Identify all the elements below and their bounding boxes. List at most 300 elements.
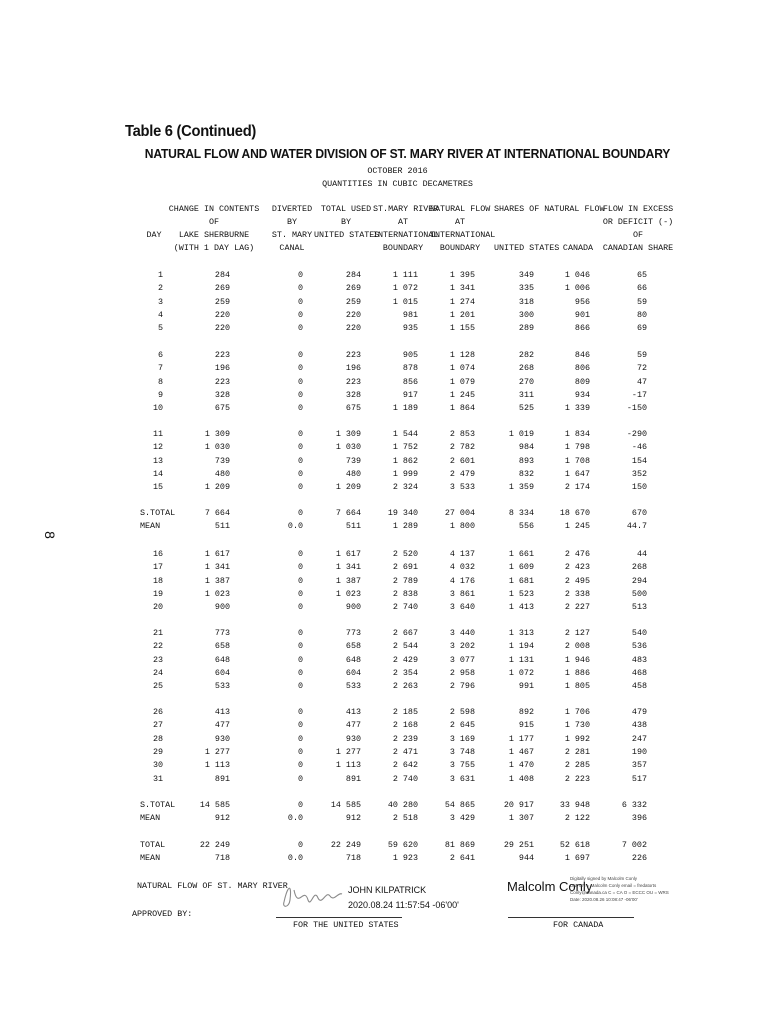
cell-day: 4 [157, 309, 163, 320]
cell-day: S.TOTAL [140, 800, 176, 810]
cell-natural-flow: 3 077 [449, 654, 475, 665]
cell-share-canada: 806 [574, 363, 590, 374]
cell-share-canada: 1 006 [564, 283, 590, 294]
cell-day: 3 [157, 296, 163, 307]
cell-share-us: 832 [518, 468, 534, 479]
table-row [0, 377, 770, 389]
cell-diverted: 0 [297, 309, 303, 320]
cell-share-canada: 2 281 [564, 746, 590, 757]
header-excess-line: CANADIAN SHARE [602, 243, 674, 253]
cell-day: 5 [157, 323, 163, 334]
table-row [0, 760, 770, 772]
cell-change: 1 277 [204, 746, 230, 757]
cell-st-mary: 1 544 [392, 429, 418, 439]
table-row [0, 521, 770, 533]
cell-excess: 59 [636, 296, 647, 307]
table-row [0, 297, 770, 309]
table-row [0, 681, 770, 693]
cell-share-canada: 1 708 [564, 455, 590, 466]
cell-natural-flow: 1 800 [449, 521, 475, 532]
cell-st-mary: 2 324 [392, 482, 418, 493]
cell-share-canada: 2 127 [564, 628, 590, 638]
cell-day: MEAN [140, 853, 161, 864]
cell-share-canada: 1 992 [564, 733, 590, 744]
cell-st-mary: 1 752 [392, 442, 418, 453]
cell-share-canada: 1 339 [564, 403, 590, 414]
cell-total-used: 1 277 [335, 746, 361, 757]
cell-excess: 513 [631, 602, 647, 613]
cell-excess: 247 [631, 733, 647, 744]
cell-day: 10 [152, 403, 163, 414]
cell-natural-flow: 3 202 [449, 641, 475, 652]
cell-natural-flow: 1 274 [449, 296, 475, 307]
cell-change: 912 [214, 813, 230, 824]
cell-total-used: 718 [345, 853, 361, 864]
cell-natural-flow: 1 245 [449, 389, 475, 400]
cell-excess: -150 [626, 403, 647, 414]
cell-excess: 458 [631, 681, 647, 692]
cell-day: 18 [152, 575, 163, 586]
cell-diverted: 0 [297, 746, 303, 757]
cell-diverted: 0 [297, 442, 303, 453]
cell-diverted: 0 [297, 667, 303, 678]
cell-natural-flow: 1 864 [449, 403, 475, 414]
page-number: 8 [41, 531, 58, 539]
cell-share-us: 1 681 [508, 575, 534, 586]
cell-st-mary: 2 239 [392, 733, 418, 744]
cell-total-used: 1 309 [335, 429, 361, 439]
header-st-mary-line: INTERNATIONAL [373, 230, 439, 240]
cell-change: 1 209 [204, 482, 230, 493]
cell-excess: 500 [631, 588, 647, 599]
cell-natural-flow: 4 176 [449, 575, 475, 586]
cell-total-used: 220 [345, 309, 361, 320]
cell-diverted: 0.0 [287, 521, 303, 532]
cell-diverted: 0 [297, 628, 303, 638]
header-excess-line: OF [632, 230, 644, 240]
cell-st-mary: 2 667 [392, 628, 418, 638]
cell-change: 220 [214, 323, 230, 334]
cell-natural-flow: 2 601 [449, 455, 475, 466]
cell-diverted: 0 [297, 840, 303, 850]
cell-diverted: 0 [297, 376, 303, 387]
cell-st-mary: 2 168 [392, 720, 418, 731]
cell-total-used: 648 [345, 654, 361, 665]
header-diverted-line: CANAL [279, 243, 305, 253]
cell-st-mary: 2 789 [392, 575, 418, 586]
cell-day: 2 [157, 283, 163, 294]
cell-total-used: 328 [345, 389, 361, 400]
table-row [0, 469, 770, 481]
cell-st-mary: 878 [402, 363, 418, 374]
cell-change: 604 [214, 667, 230, 678]
cell-diverted: 0 [297, 641, 303, 652]
cell-share-canada: 2 338 [564, 588, 590, 599]
cell-change: 223 [214, 350, 230, 360]
us-signature-line [276, 917, 402, 918]
table-row [0, 734, 770, 746]
cell-share-canada: 2 476 [564, 549, 590, 559]
cell-excess: 7 002 [621, 840, 647, 850]
canada-signature-line [508, 917, 634, 918]
cell-share-us: 270 [518, 376, 534, 387]
cell-day: 16 [152, 549, 163, 559]
cell-total-used: 196 [345, 363, 361, 374]
cell-total-used: 14 585 [330, 800, 361, 810]
cell-st-mary: 935 [402, 323, 418, 334]
cell-natural-flow: 2 796 [449, 681, 475, 692]
cell-natural-flow: 3 748 [449, 746, 475, 757]
cell-diverted: 0 [297, 468, 303, 479]
table-row [0, 655, 770, 667]
table-label: Table 6 (Continued) [125, 123, 257, 140]
cell-diverted: 0 [297, 270, 303, 280]
cell-change: 718 [214, 853, 230, 864]
cell-share-canada: 1 834 [564, 429, 590, 439]
header-natural-flow-line: NATURAL FLOW [430, 204, 491, 214]
cell-share-us: 20 917 [503, 800, 534, 810]
cell-diverted: 0 [297, 654, 303, 665]
table-row [0, 853, 770, 865]
cell-natural-flow: 3 169 [449, 733, 475, 744]
cell-share-us: 318 [518, 296, 534, 307]
cell-natural-flow: 2 645 [449, 720, 475, 731]
cell-total-used: 1 617 [335, 549, 361, 559]
cell-diverted: 0 [297, 733, 303, 744]
header-change-line: LAKE SHERBURNE [178, 230, 250, 240]
cell-share-canada: 1 647 [564, 468, 590, 479]
cell-share-us: 892 [518, 707, 534, 717]
cell-diverted: 0 [297, 363, 303, 374]
cell-share-us: 1 177 [508, 733, 534, 744]
cell-total-used: 739 [345, 455, 361, 466]
cell-day: 12 [152, 442, 163, 453]
cell-share-us: 300 [518, 309, 534, 320]
cell-share-canada: 1 798 [564, 442, 590, 453]
canada-signature-detail: DN: CN = Malcolm Conly email = fredatorts [570, 883, 657, 888]
cell-excess: 479 [631, 707, 647, 717]
cell-share-canada: 1 805 [564, 681, 590, 692]
cell-st-mary: 1 289 [392, 521, 418, 532]
cell-natural-flow: 3 755 [449, 760, 475, 771]
cell-diverted: 0.0 [287, 813, 303, 824]
cell-diverted: 0 [297, 707, 303, 717]
cell-share-canada: 2 285 [564, 760, 590, 771]
cell-day: 11 [152, 429, 163, 439]
header-diverted-line: DIVERTED [271, 204, 313, 214]
cell-total-used: 604 [345, 667, 361, 678]
canada-signer-name: Malcolm Conly [507, 879, 593, 894]
cell-share-us: 1 019 [508, 429, 534, 439]
cell-diverted: 0 [297, 588, 303, 599]
cell-share-canada: 934 [574, 389, 590, 400]
cell-total-used: 533 [345, 681, 361, 692]
cell-day: 27 [152, 720, 163, 731]
header-diverted-line: BY [286, 217, 298, 227]
cell-diverted: 0 [297, 549, 303, 559]
table-row [0, 576, 770, 588]
cell-diverted: 0 [297, 720, 303, 731]
cell-excess: 47 [636, 376, 647, 387]
cell-st-mary: 2 471 [392, 746, 418, 757]
cell-total-used: 1 030 [335, 442, 361, 453]
cell-share-us: 1 072 [508, 667, 534, 678]
cell-natural-flow: 2 782 [449, 442, 475, 453]
cell-diverted: 0 [297, 482, 303, 493]
cell-diverted: 0 [297, 575, 303, 586]
cell-share-us: 335 [518, 283, 534, 294]
cell-share-canada: 1 946 [564, 654, 590, 665]
table-row [0, 482, 770, 494]
cell-st-mary: 19 340 [387, 508, 418, 518]
cell-share-us: 1 470 [508, 760, 534, 771]
cell-st-mary: 2 429 [392, 654, 418, 665]
header-shares-canada: CANADA [562, 243, 594, 253]
table-row [0, 429, 770, 441]
cell-share-us: 1 661 [508, 549, 534, 559]
table-row [0, 442, 770, 454]
cell-natural-flow: 2 958 [449, 667, 475, 678]
cell-share-us: 1 307 [508, 813, 534, 824]
header-total-used-line: BY [340, 217, 352, 227]
header-st-mary-line: BOUNDARY [382, 243, 424, 253]
cell-share-canada: 33 948 [559, 800, 590, 810]
table-row [0, 270, 770, 282]
cell-total-used: 1 023 [335, 588, 361, 599]
cell-change: 1 309 [204, 429, 230, 439]
cell-excess: 154 [631, 455, 647, 466]
cell-st-mary: 2 518 [392, 813, 418, 824]
cell-excess: 468 [631, 667, 647, 678]
cell-share-us: 915 [518, 720, 534, 731]
header-change-line: CHANGE IN CONTENTS [168, 204, 260, 214]
cell-change: 930 [214, 733, 230, 744]
header-day: DAY [146, 230, 162, 240]
cell-day: 1 [157, 270, 163, 280]
cell-natural-flow: 1 074 [449, 363, 475, 374]
cell-natural-flow: 2 598 [449, 707, 475, 717]
cell-day: 20 [152, 602, 163, 613]
header-st-mary-line: ST.MARY RIVER [373, 204, 439, 214]
cell-st-mary: 2 838 [392, 588, 418, 599]
table-row [0, 323, 770, 335]
cell-change: 22 249 [199, 840, 230, 850]
cell-total-used: 477 [345, 720, 361, 731]
cell-diverted: 0 [297, 323, 303, 334]
cell-excess: 65 [636, 270, 647, 280]
cell-excess: 517 [631, 773, 647, 784]
cell-st-mary: 2 642 [392, 760, 418, 771]
cell-diverted: 0 [297, 389, 303, 400]
cell-diverted: 0 [297, 800, 303, 810]
cell-diverted: 0 [297, 562, 303, 573]
cell-diverted: 0 [297, 455, 303, 466]
cell-total-used: 22 249 [330, 840, 361, 850]
cell-share-us: 1 609 [508, 562, 534, 573]
cell-share-us: 991 [518, 681, 534, 692]
header-total-used-line: TOTAL USED [320, 204, 372, 214]
cell-change: 1 617 [204, 549, 230, 559]
cell-share-us: 556 [518, 521, 534, 532]
cell-natural-flow: 81 869 [444, 840, 475, 850]
cell-excess: 6 332 [621, 800, 647, 810]
cell-excess: 226 [631, 853, 647, 864]
cell-day: 26 [152, 707, 163, 717]
cell-share-us: 289 [518, 323, 534, 334]
cell-day: 6 [157, 350, 163, 360]
table-row [0, 456, 770, 468]
cell-excess: 540 [631, 628, 647, 638]
cell-day: 21 [152, 628, 163, 638]
table-row [0, 602, 770, 614]
table-row [0, 628, 770, 640]
cell-day: 28 [152, 733, 163, 744]
cell-change: 259 [214, 296, 230, 307]
canada-signature-detail: Conly@canada.ca C = CA O = ECCC OU = WRS [570, 890, 669, 895]
cell-total-used: 259 [345, 296, 361, 307]
cell-change: 477 [214, 720, 230, 731]
cell-change: 675 [214, 403, 230, 414]
cell-change: 269 [214, 283, 230, 294]
cell-excess: 352 [631, 468, 647, 479]
cell-total-used: 413 [345, 707, 361, 717]
cell-total-used: 223 [345, 350, 361, 360]
signature-scrawl-icon [278, 880, 344, 912]
cell-day: 23 [152, 654, 163, 665]
cell-day: 8 [157, 376, 163, 387]
cell-change: 1 387 [204, 575, 230, 586]
header-natural-flow-line: AT [454, 217, 466, 227]
header-diverted-line: ST. MARY [271, 230, 313, 240]
cell-share-us: 282 [518, 350, 534, 360]
cell-change: 1 023 [204, 588, 230, 599]
cell-natural-flow: 2 479 [449, 468, 475, 479]
cell-share-us: 1 523 [508, 588, 534, 599]
cell-share-us: 893 [518, 455, 534, 466]
cell-st-mary: 2 740 [392, 773, 418, 784]
cell-change: 900 [214, 602, 230, 613]
cell-natural-flow: 4 032 [449, 562, 475, 573]
month-label: OCTOBER 2016 [367, 166, 428, 176]
cell-change: 196 [214, 363, 230, 374]
cell-change: 658 [214, 641, 230, 652]
cell-day: 14 [152, 468, 163, 479]
cell-excess: 66 [636, 283, 647, 294]
cell-share-us: 1 194 [508, 641, 534, 652]
cell-st-mary: 2 520 [392, 549, 418, 559]
cell-natural-flow: 1 201 [449, 309, 475, 320]
cell-st-mary: 1 072 [392, 283, 418, 294]
table-row [0, 707, 770, 719]
cell-natural-flow: 1 155 [449, 323, 475, 334]
cell-total-used: 1 341 [335, 562, 361, 573]
cell-share-canada: 2 495 [564, 575, 590, 586]
cell-total-used: 1 209 [335, 482, 361, 493]
cell-natural-flow: 54 865 [444, 800, 475, 810]
cell-diverted: 0 [297, 283, 303, 294]
cell-total-used: 223 [345, 376, 361, 387]
cell-share-us: 1 313 [508, 628, 534, 638]
cell-natural-flow: 3 861 [449, 588, 475, 599]
cell-share-us: 311 [518, 389, 534, 400]
cell-day: S.TOTAL [140, 508, 176, 518]
cell-day: 25 [152, 681, 163, 692]
table-row [0, 283, 770, 295]
cell-day: 17 [152, 562, 163, 573]
cell-share-canada: 2 174 [564, 482, 590, 493]
cell-st-mary: 1 862 [392, 455, 418, 466]
cell-diverted: 0 [297, 350, 303, 360]
cell-day: 19 [152, 588, 163, 599]
cell-change: 1 341 [204, 562, 230, 573]
cell-change: 739 [214, 455, 230, 466]
cell-share-us: 1 467 [508, 746, 534, 757]
cell-total-used: 658 [345, 641, 361, 652]
cell-st-mary: 2 263 [392, 681, 418, 692]
cell-day: 31 [152, 773, 163, 784]
cell-st-mary: 856 [402, 376, 418, 387]
cell-excess: 69 [636, 323, 647, 334]
cell-total-used: 773 [345, 628, 361, 638]
cell-day: MEAN [140, 521, 161, 532]
cell-change: 223 [214, 376, 230, 387]
cell-share-canada: 846 [574, 350, 590, 360]
table-row [0, 363, 770, 375]
cell-natural-flow: 3 533 [449, 482, 475, 493]
cell-st-mary: 40 280 [387, 800, 418, 810]
table-row [0, 562, 770, 574]
cell-share-canada: 1 886 [564, 667, 590, 678]
cell-share-canada: 809 [574, 376, 590, 387]
cell-natural-flow: 2 853 [449, 429, 475, 439]
cell-share-canada: 18 670 [559, 508, 590, 518]
us-label: FOR THE UNITED STATES [293, 920, 399, 930]
cell-total-used: 284 [345, 270, 361, 280]
cell-day: 22 [152, 641, 163, 652]
table-row [0, 840, 770, 852]
cell-natural-flow: 1 128 [449, 350, 475, 360]
cell-natural-flow: 3 440 [449, 628, 475, 638]
cell-total-used: 1 387 [335, 575, 361, 586]
cell-diverted: 0 [297, 296, 303, 307]
cell-st-mary: 2 354 [392, 667, 418, 678]
cell-st-mary: 2 740 [392, 602, 418, 613]
table-row [0, 508, 770, 520]
cell-total-used: 1 113 [335, 760, 361, 771]
cell-share-us: 29 251 [503, 840, 534, 850]
cell-st-mary: 917 [402, 389, 418, 400]
cell-diverted: 0 [297, 403, 303, 414]
cell-total-used: 900 [345, 602, 361, 613]
cell-total-used: 7 664 [335, 508, 361, 518]
cell-change: 533 [214, 681, 230, 692]
cell-natural-flow: 27 004 [444, 508, 475, 518]
table-row [0, 800, 770, 812]
cell-st-mary: 1 189 [392, 403, 418, 414]
cell-st-mary: 1 923 [392, 853, 418, 864]
page-title-text: NATURAL FLOW AND WATER DIVISION OF ST. MARY RIVER AT INTERNATIONAL BOUNDARY [144, 146, 671, 161]
cell-total-used: 269 [345, 283, 361, 294]
cell-share-us: 944 [518, 853, 534, 864]
canada-signature-detail: Digitally signed by Malcolm Conly [570, 876, 638, 881]
cell-st-mary: 981 [402, 309, 418, 320]
units-label: QUANTITIES IN CUBIC DECAMETRES [322, 179, 473, 189]
cell-share-canada: 2 227 [564, 602, 590, 613]
cell-total-used: 511 [345, 521, 361, 532]
cell-day: 15 [152, 482, 163, 493]
cell-excess: 72 [636, 363, 647, 374]
cell-change: 328 [214, 389, 230, 400]
